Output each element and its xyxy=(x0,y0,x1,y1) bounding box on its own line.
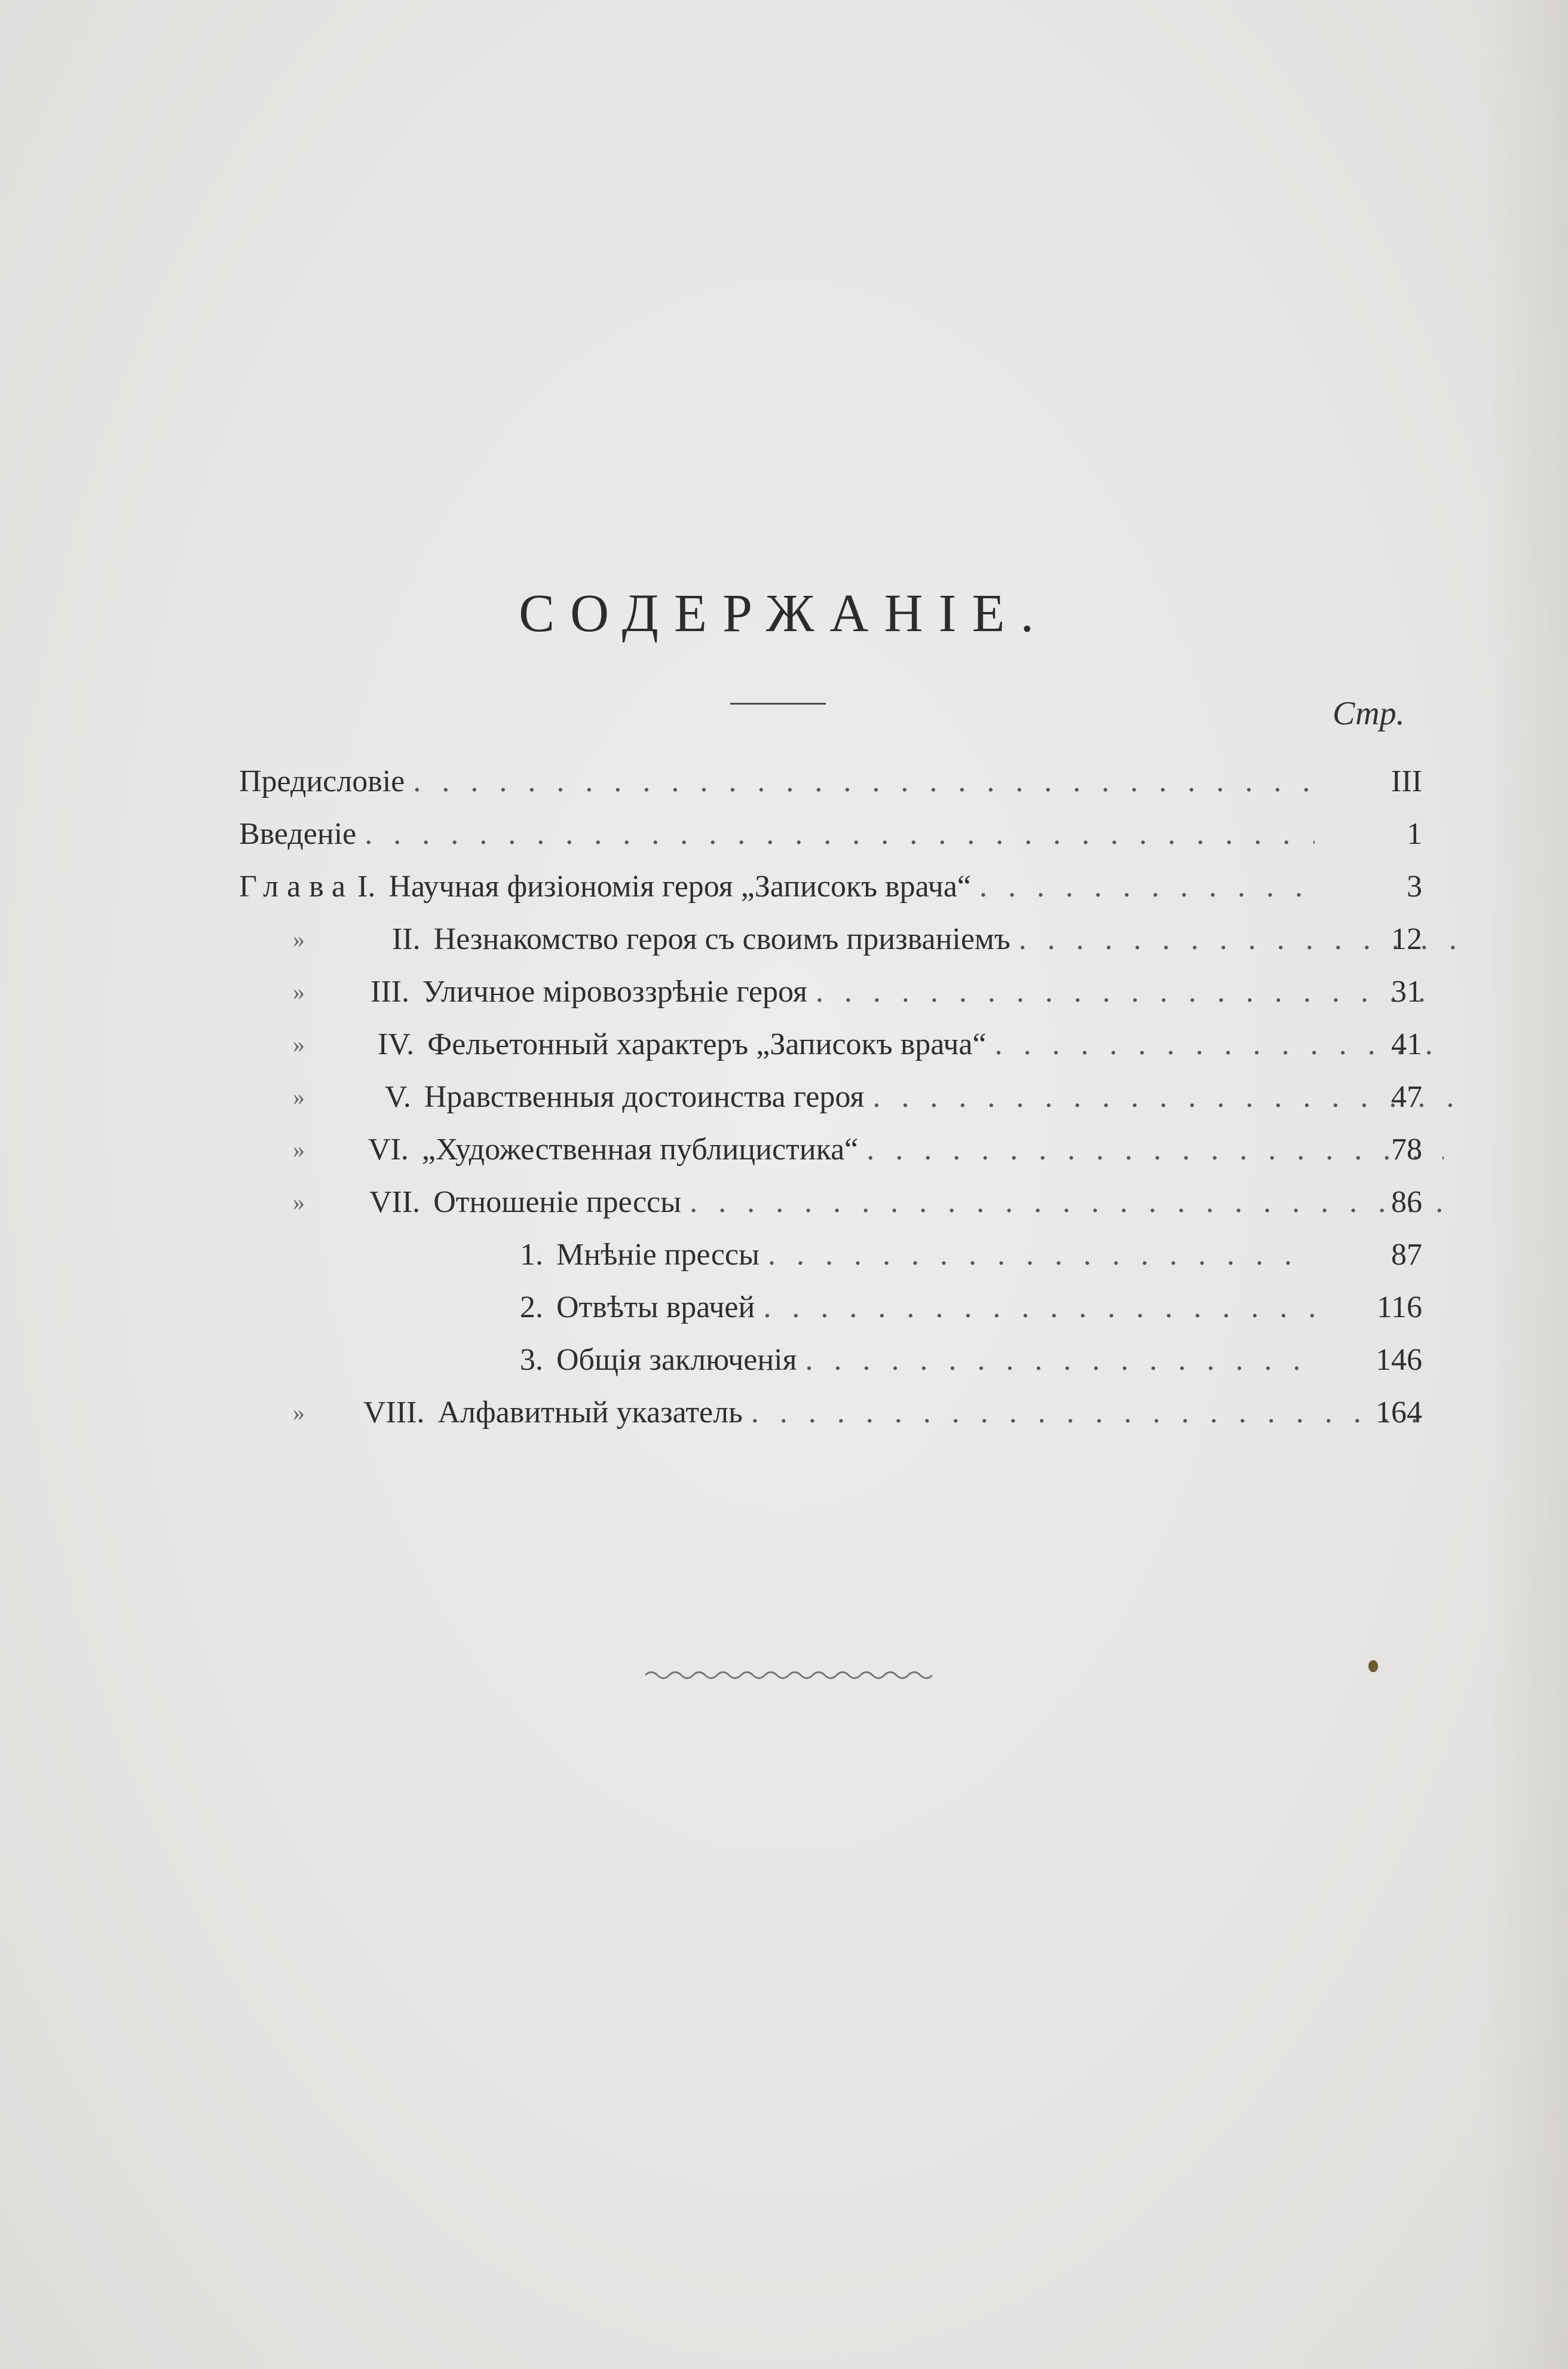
page-column-header: Стр. xyxy=(1333,695,1405,732)
toc-page-number: 87 xyxy=(1391,1238,1422,1272)
dot-leader xyxy=(979,863,1315,911)
toc-entry-label: Введеніе xyxy=(239,817,357,851)
chapter-number: IV. xyxy=(378,1027,415,1061)
toc-entry-section-2 xyxy=(239,1284,1422,1332)
toc-entry-label: „Художественная публицистика“ xyxy=(421,1133,859,1167)
toc-page-number: 78 xyxy=(1391,1133,1422,1167)
toc-entry-chapter-1 xyxy=(239,863,1422,911)
toc-page-number: 3 xyxy=(1407,870,1422,904)
chapter-number: VI. xyxy=(368,1133,409,1167)
dot-leader xyxy=(806,1336,1315,1384)
toc-entry-chapter-7 xyxy=(239,1179,1422,1226)
toc-entry-chapter-2 xyxy=(239,916,1422,963)
toc-entry-label: Научная физіономія героя „Записокъ врача“ xyxy=(388,870,971,904)
toc-entry-section-1 xyxy=(239,1231,1422,1279)
toc-entry-label: Незнакомство героя съ своимъ призваніемъ xyxy=(433,922,1010,956)
toc-entry-label: Отношеніе прессы xyxy=(433,1185,682,1219)
chapter-number: VIII. xyxy=(363,1395,425,1430)
section-number: 1. xyxy=(520,1238,543,1272)
ditto-mark: » xyxy=(293,1084,305,1110)
toc-entry-chapter-6 xyxy=(239,1126,1422,1174)
toc-entry-preface xyxy=(239,758,1422,806)
ditto-mark: » xyxy=(293,978,305,1005)
chapter-number: VII. xyxy=(369,1185,421,1219)
toc-page-number: III xyxy=(1391,764,1422,798)
toc-entry-label: Общія заключенія xyxy=(556,1343,797,1377)
section-number: 2. xyxy=(520,1290,543,1324)
section-number: 3. xyxy=(520,1343,543,1377)
ink-spot xyxy=(1368,1660,1378,1672)
toc-page-number: 86 xyxy=(1391,1185,1422,1219)
chapter-number: III. xyxy=(370,975,409,1009)
toc-entry-label: Уличное міровоззрѣніе героя xyxy=(422,975,807,1009)
chapter-number: V. xyxy=(385,1080,411,1114)
toc-page-number: 31 xyxy=(1391,975,1422,1009)
ditto-mark: » xyxy=(293,1136,305,1163)
ditto-mark: » xyxy=(293,1399,305,1426)
toc-page-number: 1 xyxy=(1407,817,1422,851)
toc-page-number: 47 xyxy=(1391,1080,1422,1114)
toc-page-number: 12 xyxy=(1391,922,1422,956)
toc-entry-introduction xyxy=(239,810,1422,858)
chapter-prefix: Глава xyxy=(239,870,354,904)
ditto-mark: » xyxy=(293,1031,305,1058)
toc-entry-label: Фельетонный характеръ „Записокъ врача“ xyxy=(427,1027,987,1061)
toc-entry-chapter-4 xyxy=(239,1021,1422,1069)
toc-entry-section-3 xyxy=(239,1336,1422,1384)
wavy-end-rule xyxy=(645,1666,932,1684)
toc-page-number: 116 xyxy=(1376,1290,1422,1324)
chapter-number: II. xyxy=(392,922,421,956)
ditto-mark: » xyxy=(293,926,305,953)
toc-page-number: 41 xyxy=(1391,1027,1422,1061)
toc-entry-label: Мнѣніе прессы xyxy=(556,1238,760,1272)
title-rule xyxy=(730,703,826,705)
toc-entry-label: Нравственныя достоинства героя xyxy=(424,1080,865,1114)
toc-entry-label: Предисловіе xyxy=(239,764,405,798)
toc-entry-chapter-5 xyxy=(239,1073,1422,1121)
dot-leader xyxy=(763,1284,1315,1332)
toc-entry-label: Отвѣты врачей xyxy=(556,1290,755,1324)
chapter-number: I. xyxy=(357,870,376,904)
ditto-mark: » xyxy=(293,1189,305,1216)
toc-page-number: 146 xyxy=(1376,1343,1422,1377)
page-title: СОДЕРЖАНІЕ. xyxy=(519,584,1049,643)
dot-leader xyxy=(768,1231,1315,1279)
toc-entry-chapter-8 xyxy=(239,1389,1422,1437)
dot-leader xyxy=(413,758,1315,806)
toc-entry-label: Алфавитный указатель xyxy=(437,1395,743,1430)
toc-entry-chapter-3 xyxy=(239,968,1422,1016)
toc-page-number: 164 xyxy=(1376,1395,1422,1430)
dot-leader xyxy=(365,810,1315,858)
